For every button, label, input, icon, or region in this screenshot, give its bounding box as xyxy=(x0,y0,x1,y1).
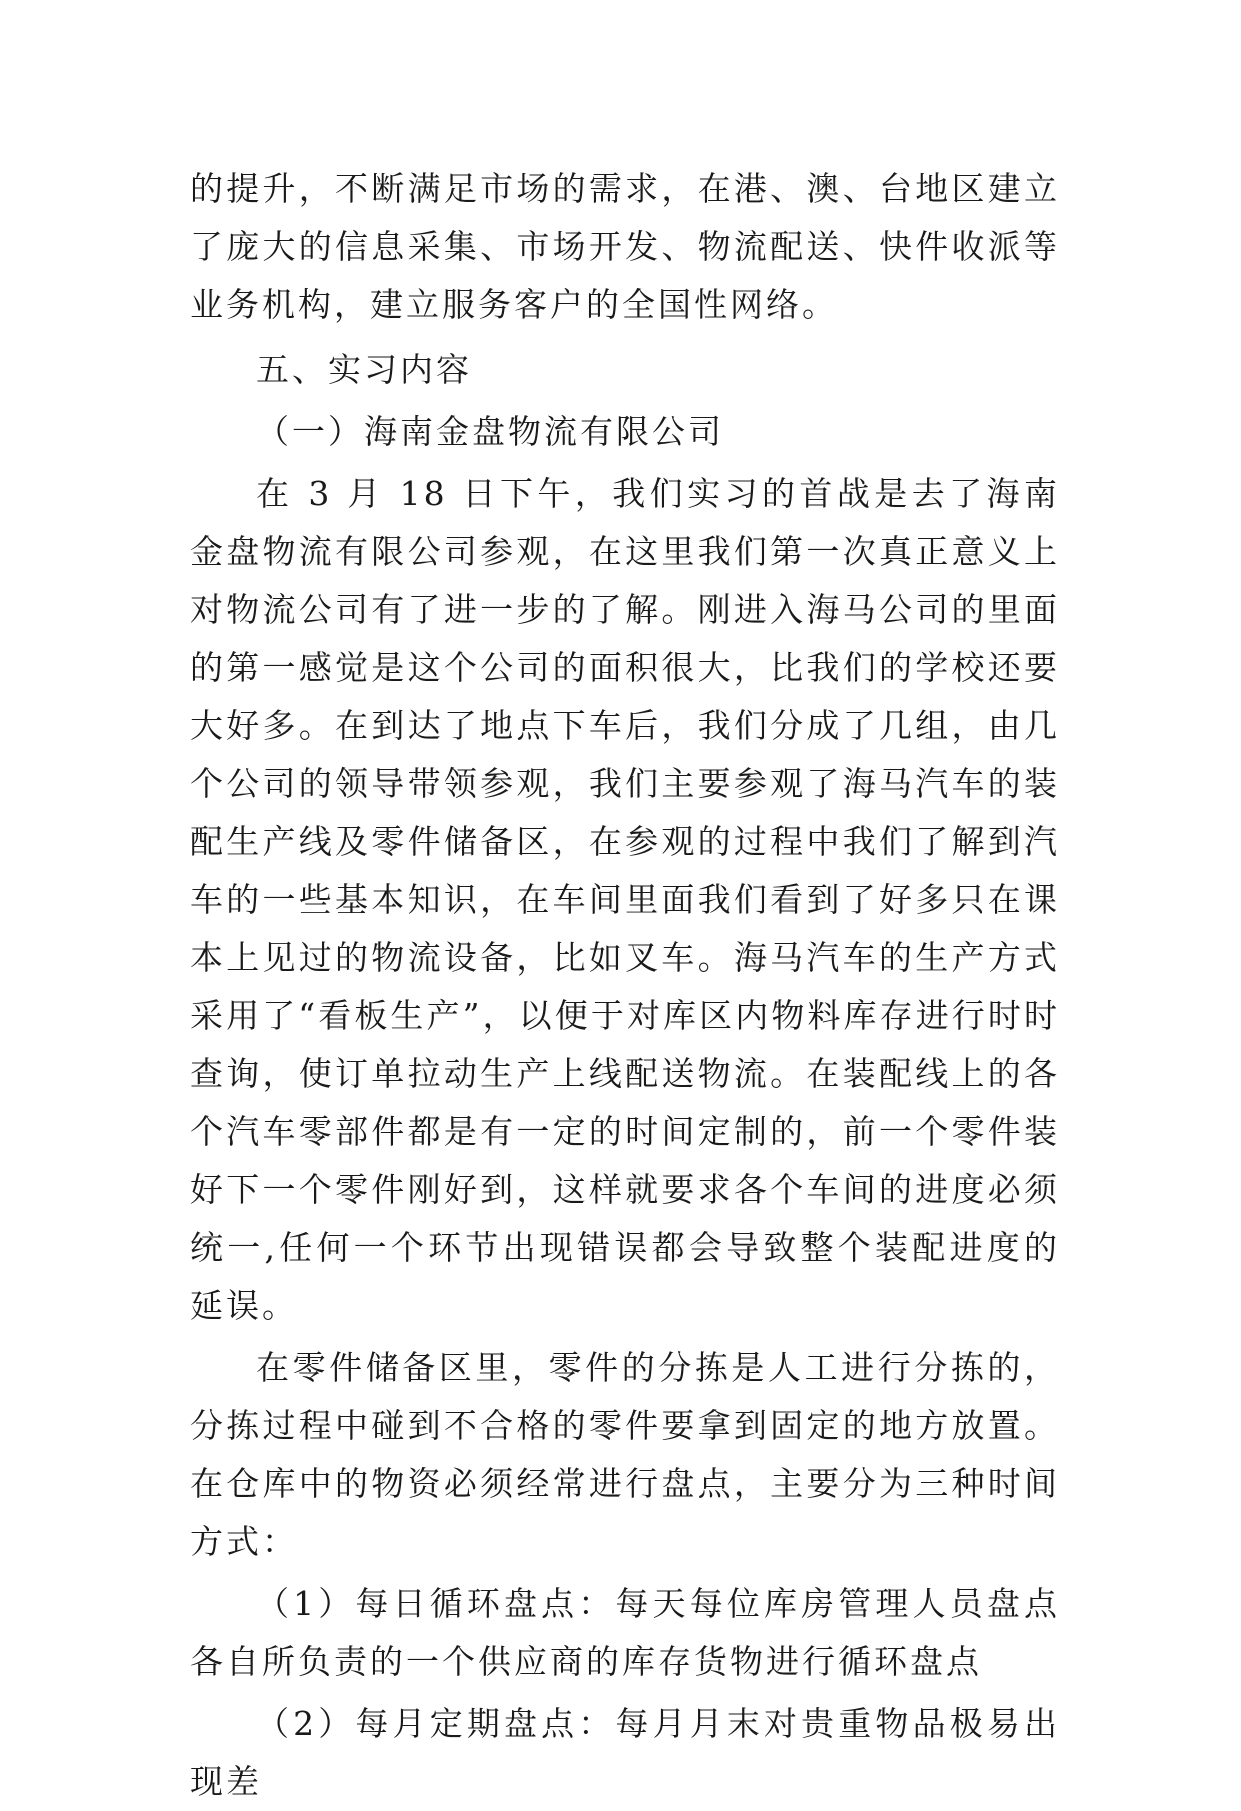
subsection-heading-jinpan-logistics: （一）海南金盘物流有限公司 xyxy=(256,412,724,451)
list-item-daily-inventory: （1）每日循环盘点：每天每位库房管理人员盘点各自所负责的一个供应商的库存货物进行循环盘点 xyxy=(190,1584,1060,1681)
paragraph-intro-continuation: 的提升，不断满足市场的需求，在港、澳、台地区建立了庞大的信息采集、市场开发、物流配送、快件收派等业务机构，建立服务客户的全国性网络。 xyxy=(190,169,1060,324)
paragraph-parts-storage: 在零件储备区里，零件的分拣是人工进行分拣的，分拣过程中碰到不合格的零件要拿到固定的地方放置。在仓库中的物资必须经常进行盘点，主要分为三种时间方式： xyxy=(190,1348,1060,1561)
paragraph-visit-description: 在 3 月 18 日下午，我们实习的首战是去了海南金盘物流有限公司参观，在这里我们第一次真正意义上对物流公司有了进一步的了解。刚进入海马公司的里面的第一感觉是这个公司的面积很大，比我们的学校还要大好多。在到达了地点下车后，我们分成了几组，由几个公司的领导带领参观，我们主要参观了海马汽车的装配生产线及零件储备区，在参观的过程中我们了解到汽车的一些基本知识，在车间里面我们看到了好多只在课本上见过的物流设备，比如叉车。海马汽车的生产方式采用了“看板生产”，以便于对库区内物料库存进行时时查询，使订单拉动生产上线配送物流。在装配线上的各个汽车零部件都是有一定的时间定制的，前一个零件装好下一个零件刚好到，这样就要求各个车间的进度必须统一,任何一个环节出现错误都会导致整个装配进度的延误。 xyxy=(190,474,1060,1325)
section-heading-internship-content: 五、实习内容 xyxy=(256,350,472,389)
document-body xyxy=(190,160,1060,1811)
list-item-monthly-inventory: （2）每月定期盘点：每月月末对贵重物品极易出现差 xyxy=(190,1704,1060,1801)
